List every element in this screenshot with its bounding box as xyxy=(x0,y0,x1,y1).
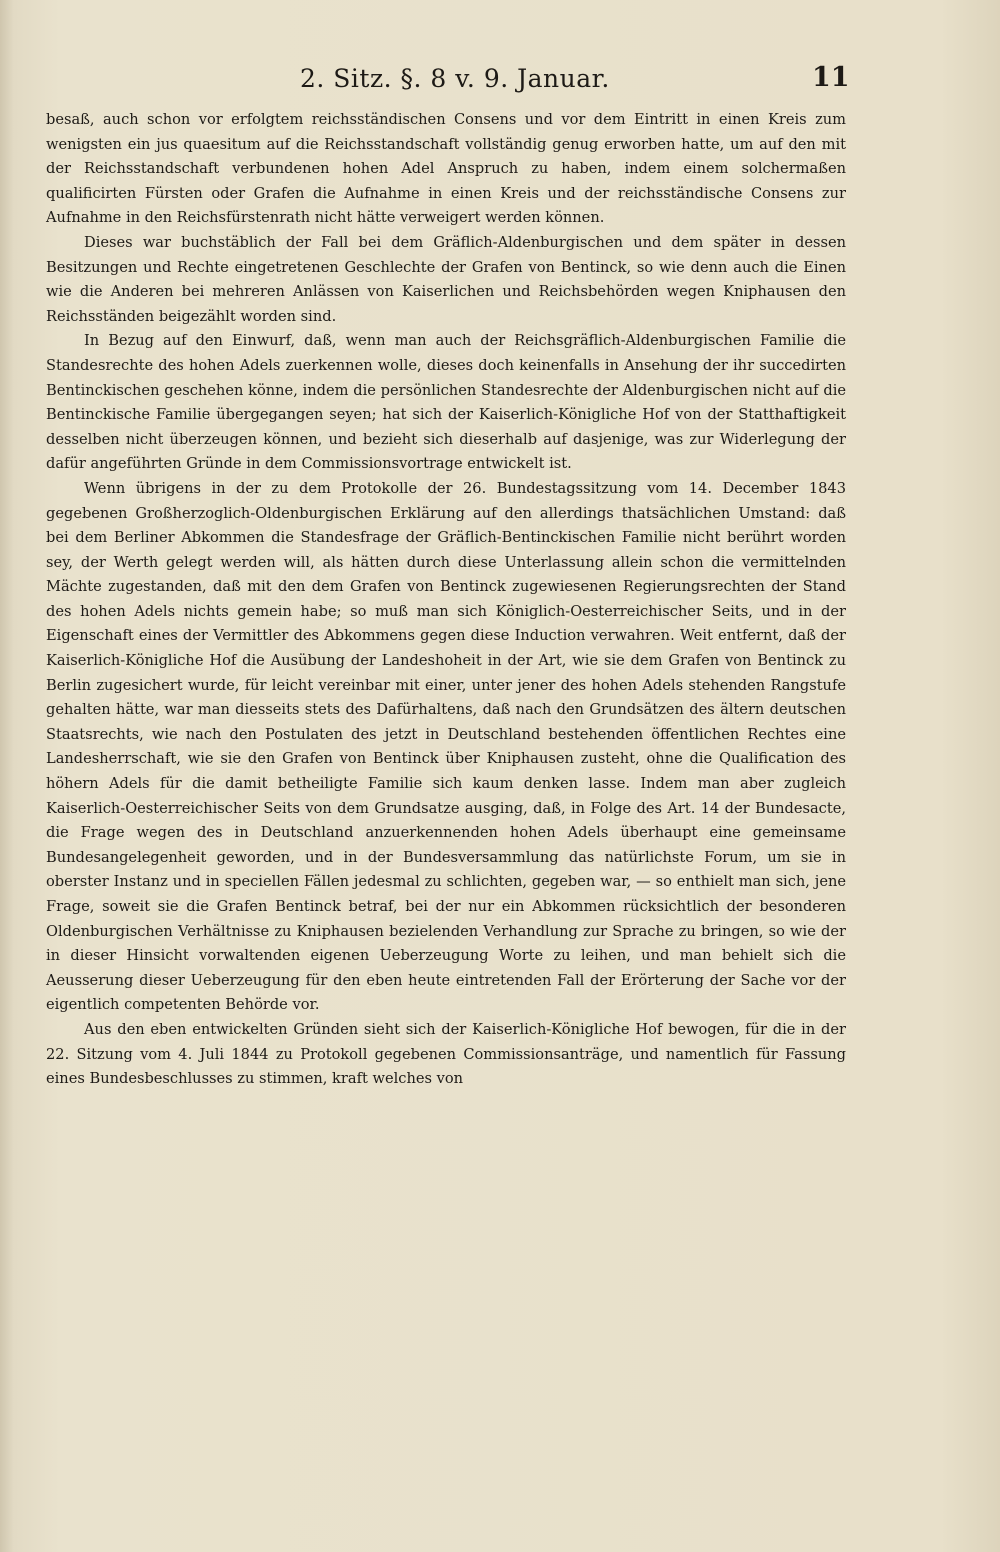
body-text xyxy=(46,108,846,1092)
page-header xyxy=(0,58,1000,98)
page-number: 11 xyxy=(812,62,850,93)
paragraph: In Bezug auf den Einwurf, daß, wenn man auch der Reichsgräflich-Aldenburgischen Familie die Standesrechte des hohen Adels zuerkennen wolle, dieses doch keinenfalls in Ansehung der ihr succedirten Bentinckischen geschehen könne, indem die persönlichen Standesrechte der Aldenburgischen nicht auf die Bentinckische Familie übergegangen seyen; hat sich der Kaiserlich-Königliche Hof von der Statthaftigkeit desselben nicht überzeugen können, und bezieht sich dieserhalb auf dasjenige, was zur Widerlegung der dafür angeführten Gründe in dem Commissionsvortrage entwickelt ist. xyxy=(46,332,846,473)
paragraph: Wenn übrigens in der zu dem Protokolle der 26. Bundestagssitzung vom 14. December 1843 gegebenen Großherzoglich-Oldenburgischen Erklärung auf den allerdings thatsächlichen Umstand: daß bei dem Berliner Abkommen die Standesfrage der Gräflich-Bentinckischen Familie nicht berührt worden sey, der Werth gelegt werden will, als hätten durch diese Unterlassung allein schon die vermittelnden Mächte zugestanden, daß mit den dem Grafen von Bentinck zugewiesenen Regierungsrechten der Stand des hohen Adels nichts gemein habe; so muß man sich Königlich-Oesterreichischer Seits, und in der Eigenschaft eines der Vermittler des Abkommens gegen diese Induction verwahren. Weit entfernt, daß der Kaiserlich-Königliche Hof die Ausübung der Landeshoheit in der Art, wie sie dem Grafen von Bentinck zu Berlin zugesichert wurde, für leicht vereinbar mit einer, unter jener des hohen Adels stehenden Rangstufe gehalten hätte, war man diesseits stets des Dafürhaltens, daß nach den Grundsätzen des ältern deutschen Staatsrechts, wie nach den Postulaten des jetzt in Deutschland bestehenden öffentlichen Rechtes eine Landesherrschaft, wie sie den Grafen von Bentinck über Kniphausen zusteht, ohne die Qualification des höhern Adels für die damit betheiligte Familie sich kaum denken lasse. Indem man aber zugleich Kaiserlich-Oesterreichischer Seits von dem Grundsatze ausging, daß, in Folge des Art. 14 der Bundesacte, die Frage wegen des in Deutschland anzuerkennenden hohen Adels überhaupt eine gemeinsame Bundesangelegenheit geworden, und in der Bundesversammlung das natürlichste Forum, um sie in oberster Instanz und in speciellen Fällen jedesmal zu schlichten, gegeben war, — so enthielt man sich, jene Frage, soweit sie die Grafen Bentinck betraf, bei der nur ein Abkommen rücksichtlich der besonderen Oldenburgischen Verhältnisse zu Kniphausen bezielenden Verhandlung zur Sprache zu bringen, so wie der in dieser Hinsicht vorwaltenden eigenen Ueberzeugung Worte zu leihen, und man behielt sich die Aeusserung dieser Ueberzeugung für den eben heute eintretenden Fall der Erörterung der Sache vor der eigentlich competenten Behörde vor. xyxy=(46,479,846,1014)
paragraph: Dieses war buchstäblich der Fall bei dem Gräflich-Aldenburgischen und dem später in dessen Besitzungen und Rechte eingetretenen Geschlechte der Grafen von Bentinck, so wie denn auch die Einen wie die Anderen bei mehreren Anlässen von Kaiserlichen und Reichsbehörden wegen Kniphausen den Reichsständen beigezählt worden sind. xyxy=(46,233,846,325)
running-title: 2. Sitz. §. 8 v. 9. Januar. xyxy=(300,64,610,93)
paragraph-continuation: besaß, auch schon vor erfolgtem reichsständischen Consens und vor dem Eintritt in einen Kreis zum wenigsten ein jus quaesitum auf die Reichsstandschaft vollständig genug erworben hatte, um auf den mit der Reichsstandschaft verbundenen hohen Adel Anspruch zu haben, indem einem solchermaßen qualificirten Fürsten oder Grafen die Aufnahme in einen Kreis und der reichsständische Consens zur Aufnahme in den Reichsfürstenrath nicht hätte verweigert werden können. xyxy=(46,111,846,227)
paragraph: Aus den eben entwickelten Gründen sieht sich der Kaiserlich-Königliche Hof bewogen, für die in der 22. Sitzung vom 4. Juli 1844 zu Protokoll gegebenen Commissionsanträge, und namentlich für Fassung eines Bundesbeschlusses zu stimmen, kraft welches von xyxy=(46,1020,846,1088)
